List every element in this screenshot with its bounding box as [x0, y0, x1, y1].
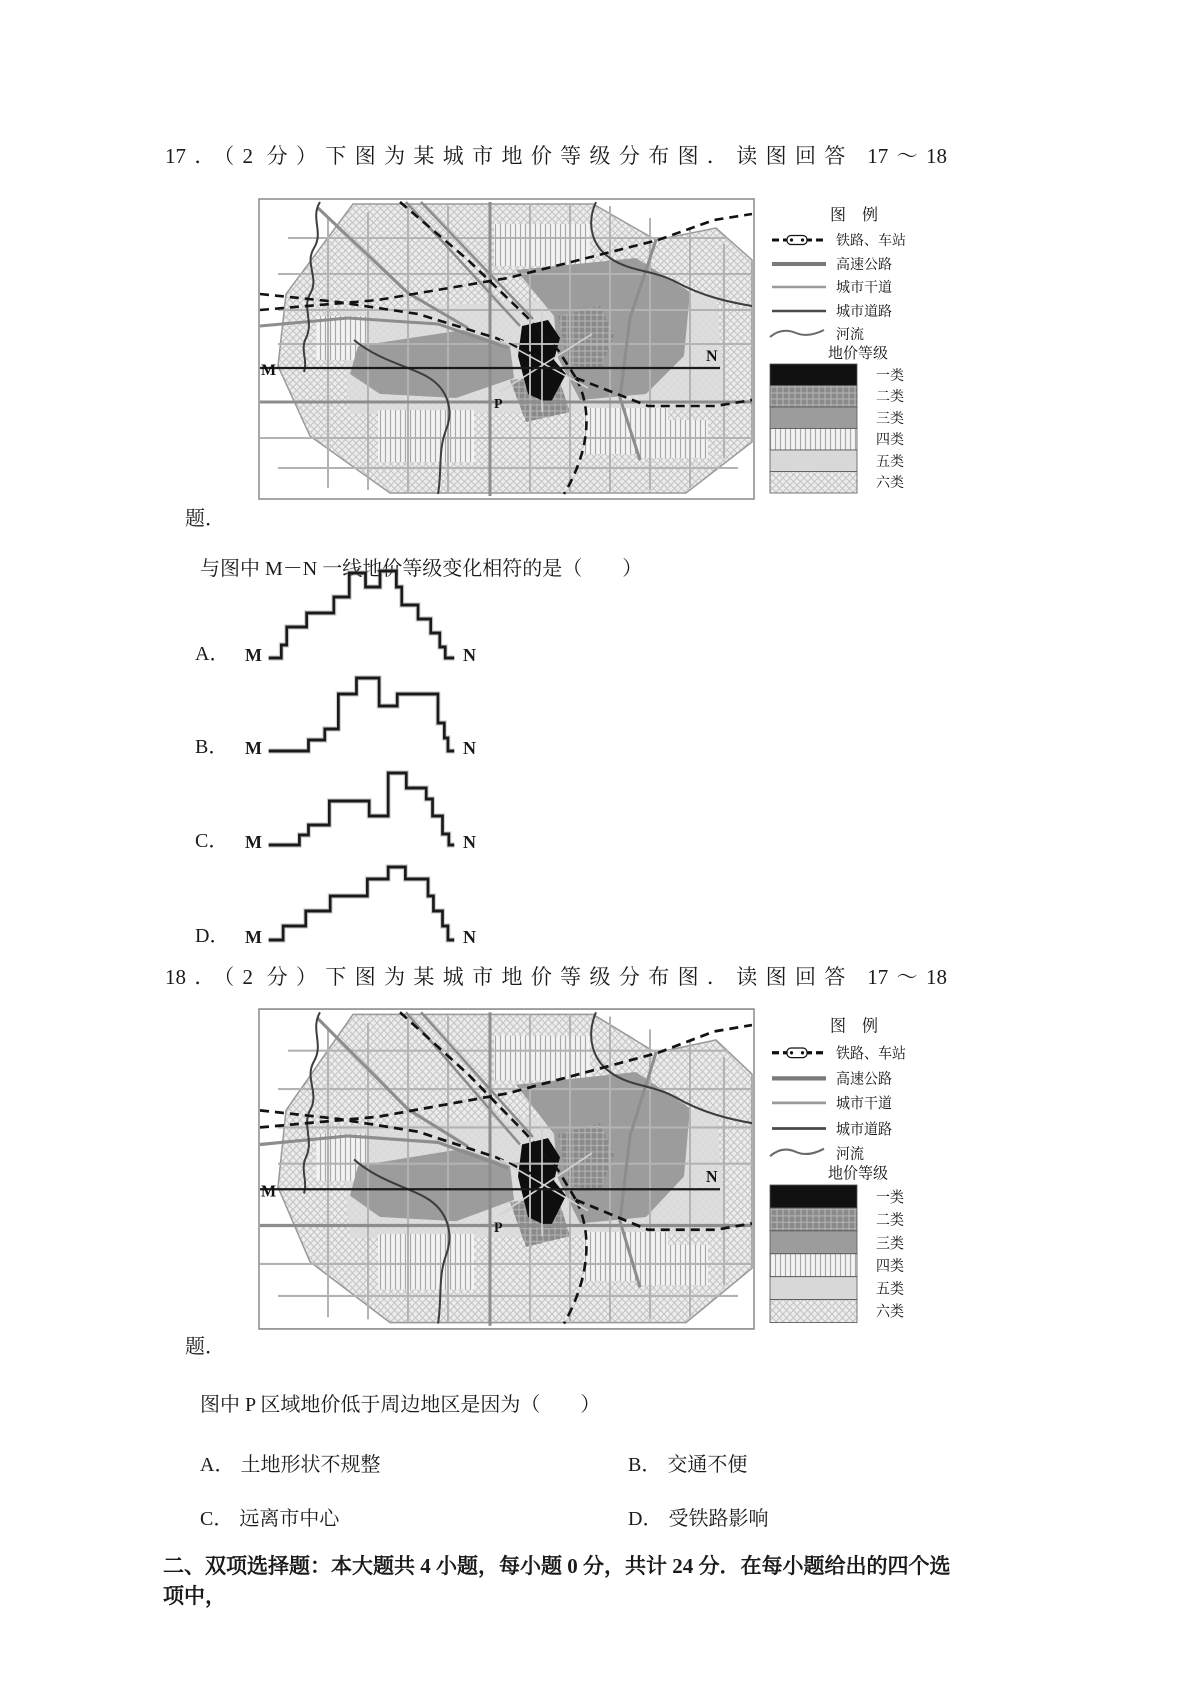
- option-row-c: [195, 747, 505, 855]
- option-b-m: M: [245, 738, 262, 758]
- option-b-label: B．: [195, 736, 229, 758]
- option-a-m: M: [245, 645, 262, 665]
- option-18-c-label: C．: [200, 1508, 234, 1530]
- option-18-a-text: 土地形状不规整: [240, 1454, 381, 1476]
- option-d-n: N: [463, 927, 476, 947]
- option-row-b: [195, 653, 505, 761]
- option-d-m: M: [245, 927, 262, 947]
- question-17-text: 与图中 M－N 一线地价等级变化相符的是（ ）: [200, 558, 643, 580]
- question-17-stem-tail: 题．: [185, 508, 225, 530]
- option-a-label: A．: [195, 643, 230, 665]
- option-18-a: [200, 1448, 380, 1477]
- question-18-text: 图中 P 区域地价低于周边地区是因为（ ）: [200, 1394, 601, 1416]
- option-d-profile: [265, 841, 457, 946]
- option-18-a-label: A．: [200, 1454, 235, 1476]
- option-row-d: [195, 842, 505, 950]
- option-18-b-text: 交通不便: [667, 1454, 748, 1476]
- option-18-c: [200, 1502, 339, 1531]
- option-18-b-label: B．: [628, 1454, 662, 1476]
- question-18-stem: 18．（2 分）下图为某城市地价等级分布图．读图回答 17～18: [165, 965, 947, 989]
- option-18-d-text: 受铁路影响: [668, 1508, 769, 1530]
- section-2-heading: 二、双项选择题：本大题共 4 小题，每小题 0 分，共计 24 分．在每小题给出的四个选项中，: [163, 1554, 951, 1608]
- option-c-profile: [265, 746, 457, 851]
- land-price-map-figure-1: [258, 198, 935, 500]
- option-c-m: M: [245, 832, 262, 852]
- option-b-n: N: [463, 738, 476, 758]
- question-17-stem: 17．（2 分）下图为某城市地价等级分布图．读图回答 17～18: [165, 144, 947, 168]
- question-18-stem-tail: 题．: [185, 1336, 225, 1358]
- option-18-b: [628, 1448, 747, 1477]
- option-c-label: C．: [195, 830, 229, 852]
- option-c-n: N: [463, 832, 476, 852]
- land-price-map-figure-2: [258, 1008, 935, 1330]
- option-a-profile: [265, 559, 457, 664]
- option-18-c-text: 远离市中心: [239, 1508, 340, 1530]
- option-a-n: N: [463, 645, 476, 665]
- option-18-d: [628, 1502, 768, 1531]
- option-18-d-label: D．: [628, 1508, 663, 1530]
- option-b-profile: [265, 652, 457, 757]
- option-d-label: D．: [195, 925, 230, 947]
